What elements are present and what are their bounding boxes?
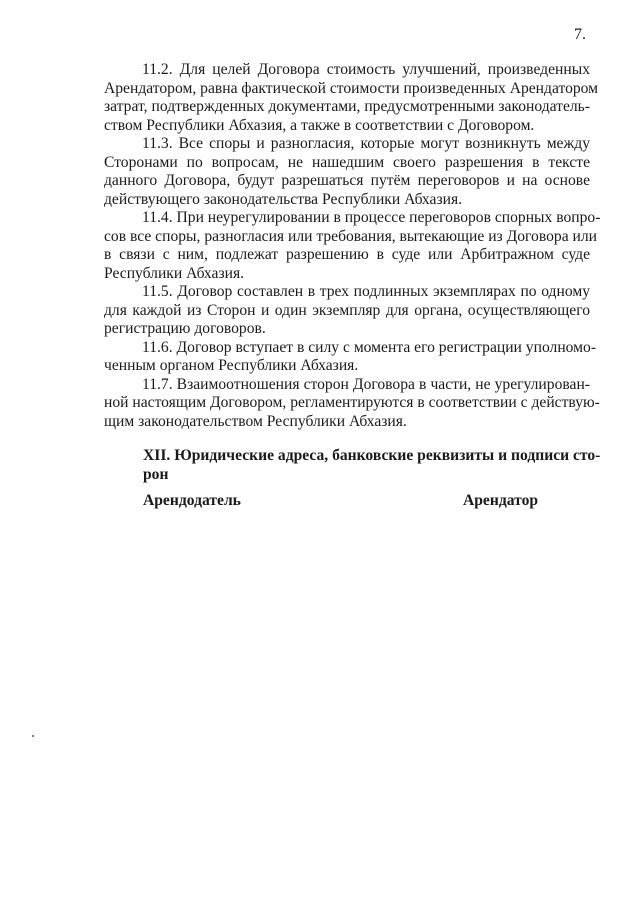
page-number: 7.: [574, 26, 586, 43]
clause-paragraph: [104, 338, 597, 376]
clause-paragraph: [104, 209, 601, 283]
clause-line: 11.7. Взаимоотношения сторон Договора в части, не урегулирован-: [142, 375, 590, 393]
lessee-label: Арендатор: [463, 492, 539, 509]
clause-line: сов все споры, разногласия или требования, вытекающие из Договора или: [104, 227, 597, 245]
clause-paragraph: [104, 61, 599, 135]
clause-line: ной настоящим Договором, регламентируются в соответствии с действую-: [104, 394, 600, 411]
clause-line: 11.3. Все споры и разногласия, которые могут возникнуть между: [142, 135, 590, 152]
clause-line: 11.4. При неурегулировании в процессе переговоров спорных вопро-: [142, 209, 601, 226]
clause-line: регистрацию договоров.: [104, 320, 266, 337]
clause-paragraph: [104, 135, 590, 209]
clause-line: Сторонами по вопросам, не нашедшим своего разрешения в тексте: [104, 153, 590, 171]
clause-line: для каждой из Сторон и один экземпляр для органа, осуществляющего: [104, 301, 590, 319]
clause-line: Республики Абхазия.: [104, 264, 245, 282]
lessor-label: Арендодатель: [143, 492, 241, 509]
section-heading-line: XII. Юридические адреса, банковские реквизиты и подписи сто-: [143, 447, 601, 464]
section-heading-line: рон: [143, 466, 169, 483]
clause-line: Арендатором, равна фактической стоимости произведенных Арендатором: [104, 79, 599, 97]
clause-line: 11.6. Договор вступает в силу с момента его регистрации уполномо-: [142, 338, 597, 356]
clause-line: данного Договора, будут разрешаться путём переговоров и на основе: [104, 172, 590, 189]
clause-paragraph: [104, 283, 590, 339]
contract-clauses: [104, 61, 601, 431]
scan-speck: [32, 735, 34, 737]
clause-line: действующего законодательства Республики Абхазия.: [104, 190, 463, 208]
clause-line: 11.5. Договор составлен в трех подлинных экземплярах по одному: [142, 283, 590, 300]
clause-line: 11.2. Для целей Договора стоимость улучшений, произведенных: [142, 61, 590, 78]
clause-line: затрат, подтвержденных документами, предусмотренными законодатель-: [104, 98, 590, 115]
clause-paragraph: [104, 375, 600, 432]
clause-line: в связи с ним, подлежат разрешению в суде или Арбитражном суде: [104, 246, 590, 263]
clause-line: щим законодательством Республики Абхазия.: [104, 412, 407, 430]
section-heading: [143, 446, 601, 484]
clause-line: ством Республики Абхазия, а также в соответствии с Договором.: [104, 116, 535, 134]
clause-line: ченным органом Республики Абхазия.: [104, 357, 359, 374]
